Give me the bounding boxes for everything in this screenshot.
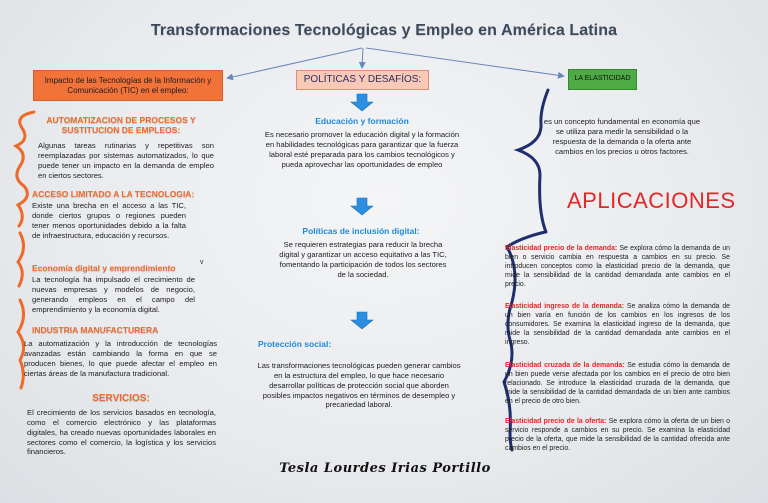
center-heading-inclusion: Políticas de inclusión digital: [302, 226, 420, 236]
application-heading: Elasticidad precio de la oferta: [505, 418, 607, 425]
center-text-proteccion: Las transformaciones tecnológicas pueden generar cambios en la estructura del empleo, lo que hace necesario desarrollar políticas de protección social que aborden posibles impactos negativos en términos de desempleo y precariedad laboral. [257, 361, 461, 410]
application-body: Se analiza cómo la demanda de un bien varía en función de los cambios en los ingresos de los consumidores. Se examina la elasticidad ingreso de la demanda, que mide la sensibilidad de la cantidad demandada ante cambios en el ingreso. [505, 303, 730, 347]
left-text-servicios: El crecimiento de los servicios basados en tecnología, como el comercio electrónico y las plataformas digitales, ha creado nuevas oportunidades laborales en sectores como el comercio, la logística y los servicios financieros. [27, 408, 216, 457]
left-heading-economia: Economía digital y emprendimiento [32, 263, 176, 273]
center-heading-proteccion: Protección social: [258, 339, 332, 349]
application-heading: Elasticidad precio de la demanda: [505, 245, 618, 252]
left-heading-acceso: ACCESO LIMITADO A LA TECNOLOGIA: [32, 189, 195, 199]
stray-mark: v [200, 259, 204, 266]
down-arrow-icon [351, 198, 373, 215]
author-signature: Tesla Lourdes Irias Portillo [279, 461, 491, 476]
down-arrow-icon [351, 94, 373, 111]
application-cross-demand [505, 361, 730, 407]
left-text-economia: La tecnología ha impulsado el crecimiento de nuevas empresas y modelos de negocio, generando empleos en el campo del emprendimiento y la economía digital. [32, 275, 195, 314]
application-income-demand [505, 302, 730, 348]
application-price-supply [505, 417, 730, 453]
center-heading-educacion: Educación y formación [315, 116, 409, 126]
aplicaciones-title: APLICACIONES [567, 188, 736, 213]
elasticity-box: LA ELASTICIDAD [568, 69, 637, 90]
application-heading: Elasticidad ingreso de la demanda: [505, 303, 625, 310]
tic-impact-box: Impacto de las Tecnologías de la Información y Comunicación (TIC) en el empleo: [33, 70, 223, 101]
application-heading: Elasticidad cruzada de la demanda: [505, 362, 625, 369]
application-body: Se explora cómo la oferta de un bien o servicio responde a cambios en su precio. Se examina la elasticidad precio de la oferta, que mide la sensibilidad de la cantidad ofrecida ante cambios en el precio. [505, 418, 731, 453]
center-text-inclusion: Se requieren estrategias para reducir la brecha digital y garantizar un acceso equitativo a las TIC, fomentando la participación de todos los sectores de la sociedad. [279, 240, 447, 279]
left-text-automatizacion: Algunas tareas rutinarias y repetitivas son reemplazadas por sistemas automatizados, lo que puede tener un impacto en la demanda de empleo en ciertos sectores. [38, 141, 214, 180]
left-heading-automatizacion: AUTOMATIZACION DE PROCESOS Y SUSTITUCION DE EMPLEOS: [46, 115, 196, 135]
connector-to-center-box [362, 48, 363, 67]
left-text-acceso: Existe una brecha en el acceso a las TIC, donde ciertos grupos o regiones pueden tener menos oportunidades debido a la falta de infraestructura, educación y recursos. [32, 201, 186, 240]
page-title: Transformaciones Tecnológicas y Empleo en América Latina [150, 22, 618, 39]
center-text-educacion: Es necesario promover la educación digital y la formación en habilidades tecnológicas para garantizar que la fuerza laboral esté preparada para los cambios tecnológicos y pueda aprovechar las oportunidades de empleo [264, 130, 460, 169]
elasticity-definition: es un concepto fundamental en economía que se utiliza para medir la sensibilidad o la respuesta de la demanda o la oferta ante cambios en los precios u otros factores. [543, 117, 701, 156]
left-text-industria: La automatización y la introducción de tecnologías avanzadas están cambiando la forma en que se producen bienes, lo que puede afectar el empleo en ciertas áreas de la manufactura tradicional. [24, 339, 217, 378]
left-heading-industria: INDUSTRIA MANUFACTURERA [32, 325, 159, 335]
application-body: Se estudia cómo la demanda de un bien puede verse afectada por los cambios en el precio de otro bien relacionado. Se introduce la elasticidad cruzada de la demanda, que mide la sensibilidad de la cantidad demandada de un bien ante cambios en el precio de otro bien. [505, 362, 730, 406]
application-price-demand [505, 244, 730, 290]
down-arrow-icon [351, 312, 373, 329]
application-body: Se explora cómo la demanda de un bien o servicio cambia en respuesta a cambios en su precio. Se introducen conceptos como la elasticidad precio de la demanda, que mide la sensibilidad de la cantidad demandada ante cambios en el precio. [505, 245, 730, 289]
policies-box: POLÍTICAS Y DESAFÍOS: [296, 70, 429, 90]
left-heading-servicios: SERVICIOS: [92, 393, 150, 404]
